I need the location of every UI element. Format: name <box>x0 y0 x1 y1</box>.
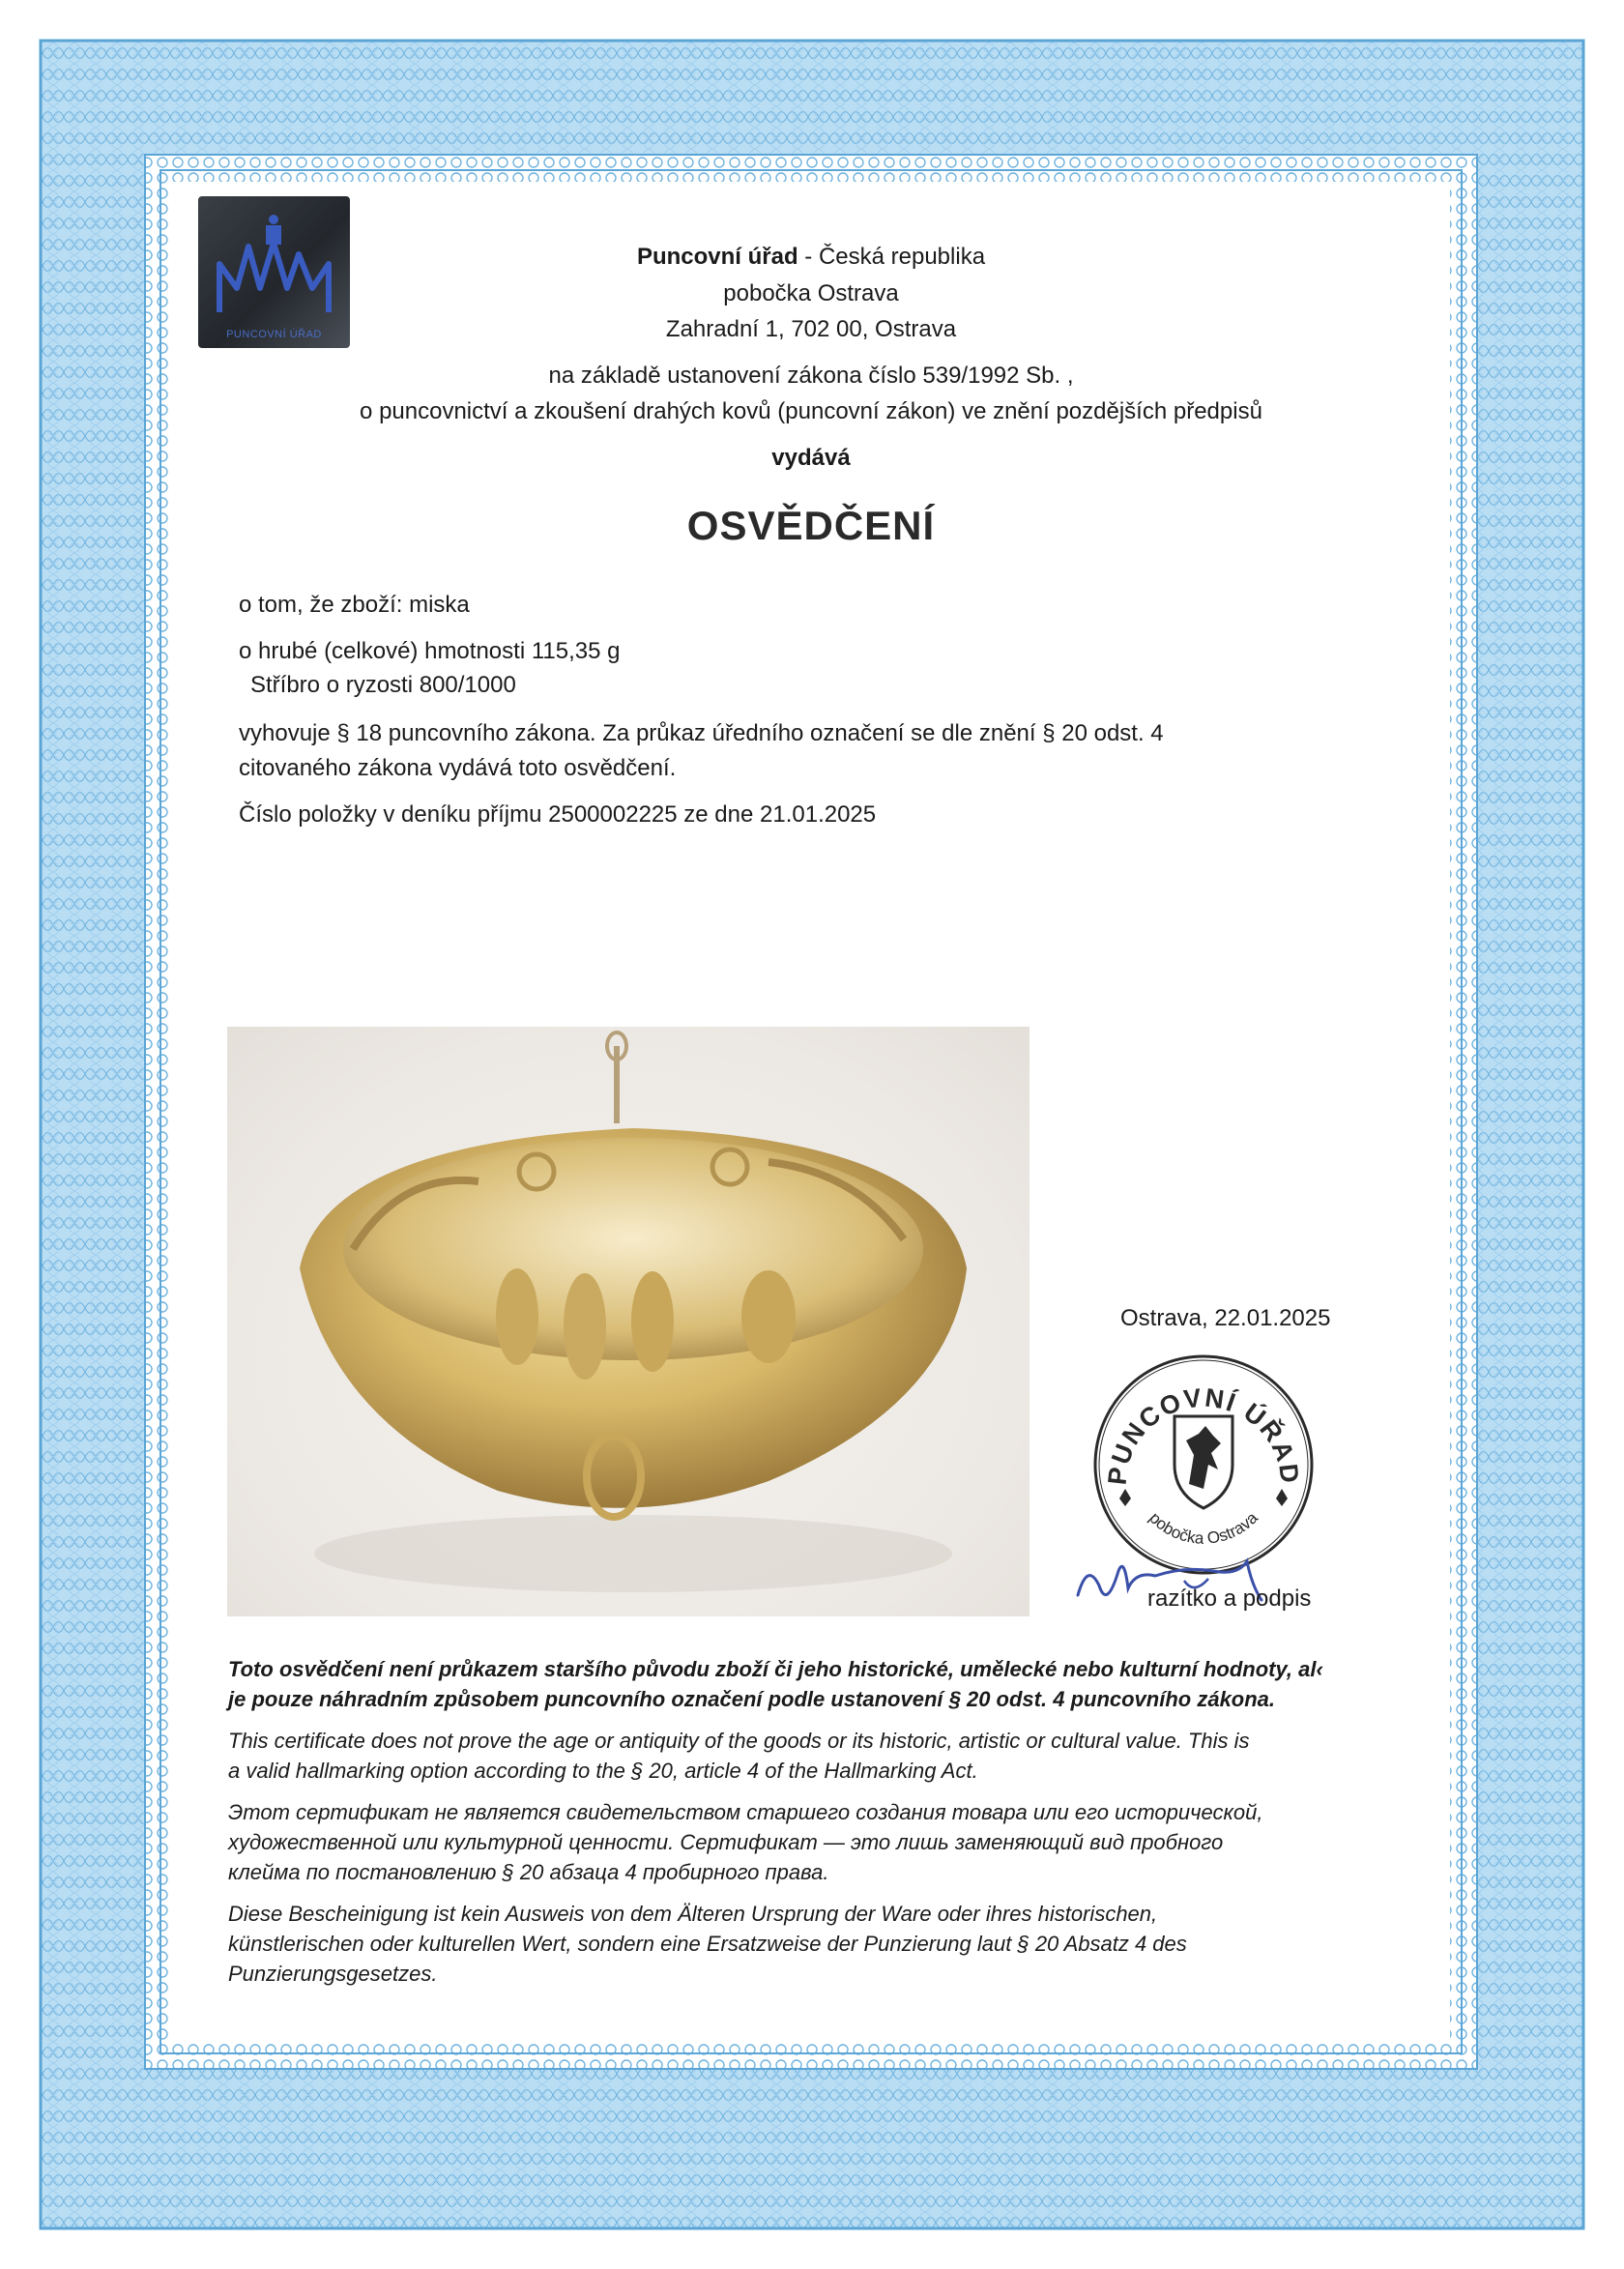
stamp-bottom-text: pobočka Ostrava <box>1146 1508 1262 1548</box>
compliance-line1: vyhovuje § 18 puncovního zákona. Za průkaz úředního označení se dle znění § 20 odst. 4 <box>239 720 1164 746</box>
issues-label: vydává <box>771 445 851 471</box>
weight-line: o hrubé (celkové) hmotnosti 115,35 g <box>239 638 621 664</box>
document-title: OSVĚDČENÍ <box>686 503 936 548</box>
item-photo <box>227 1027 1030 1616</box>
legal-basis-line2: o puncovnictví a zkoušení drahých kovů (puncovní zákon) ve znění pozdějších předpisů <box>360 398 1262 424</box>
lion-coat-of-arms-icon <box>1174 1416 1232 1508</box>
disclaimer-de-line3: Punzierungsgesetzes. <box>228 1962 438 1986</box>
office-branch: pobočka Ostrava <box>723 280 899 306</box>
office-name: Puncovní úřad <box>636 244 798 270</box>
stamp-top-text: PUNCOVNÍ ÚŘAD <box>1102 1382 1305 1487</box>
goods-line: o tom, že zboží: miska <box>239 592 470 618</box>
legal-basis-line1: na základě ustanovení zákona číslo 539/1992 Sb. , <box>548 363 1074 389</box>
office-country: - Česká republika <box>798 244 986 270</box>
disclaimer-cz-line1: Toto osvědčení není průkazem staršího původu zboží či jeho historické, umělecké nebo kulturní hodnoty, al‹ <box>228 1657 1323 1681</box>
disclaimer-ru-line1: Этот сертификат не является свидетельством старшего создания товара или его исторической, <box>228 1800 1263 1824</box>
issue-place-date: Ostrava, 22.01.2025 <box>1120 1305 1331 1331</box>
disclaimer-de-line2: künstlerischen oder kulturellen Wert, sondern eine Ersatzweise der Punzierung laut § 20 Absatz 4 des <box>228 1932 1187 1956</box>
disclaimer-ru-line3: клейма по постановлению § 20 абзаца 4 пробирного права. <box>228 1860 829 1884</box>
office-address: Zahradní 1, 702 00, Ostrava <box>665 316 957 342</box>
disclaimer-ru-line2: художественной или культурной ценности. Сертификат — это лишь заменяющий вид пробного <box>228 1830 1224 1854</box>
logo-label: PUNCOVNÍ ÚŘAD <box>226 329 322 340</box>
disclaimer-cz-line2: je pouze náhradním způsobem puncovního označení podle ustanovení § 20 odst. 4 puncovního zákona. <box>228 1687 1276 1711</box>
disclaimer-de-line1: Diese Bescheinigung ist kein Ausweis von dem Älteren Ursprung der Ware oder ihres historischen, <box>228 1902 1158 1926</box>
silver-bowl-image <box>227 1027 1030 1616</box>
office-header <box>172 244 1450 271</box>
disclaimer-en-line2: a valid hallmarking option according to the § 20, article 4 of the Hallmarking Act. <box>228 1759 978 1783</box>
disclaimer-en-line1: This certificate does not prove the age or antiquity of the goods or its historic, artistic or cultural value. This is <box>228 1729 1250 1753</box>
compliance-line2: citovaného zákona vydává toto osvědčení. <box>239 755 677 781</box>
metal-line: Stříbro o ryzosti 800/1000 <box>250 672 516 698</box>
stamp-caption: razítko a podpis <box>1147 1585 1312 1612</box>
journal-line: Číslo položky v deníku příjmu 2500002225 ze dne 21.01.2025 <box>239 801 877 828</box>
